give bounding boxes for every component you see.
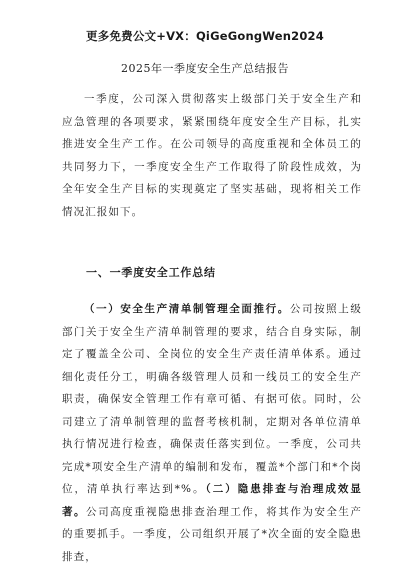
intro-paragraph: 一季度，公司深入贯彻落实上级部门关于安全生产和应急管理的各项要求，紧紧围绕年度安全生产目标，扎实推进安全生产工作。在公司领导的高度重视和全体员工的共同努力下，一季度安全生产工作取得了阶段性成效，为全年安全生产目标的实现奠定了坚实基础，现将相关工作情况汇报如下。 (62, 93, 362, 218)
document-title: 2025年一季度安全生产总结报告 (121, 62, 289, 75)
item1-lead: （一）安全生产清单制管理全面推行。 (84, 303, 290, 315)
item2-body: 公司高度重视隐患排查治理工作，将其作为安全生产的重要抓手。一季度，公司组织开展了*次全面的安全隐患排查， (62, 505, 362, 563)
item2-lead: （二）隐患排查与治理成效显著。 (62, 483, 362, 518)
body-paragraph (62, 298, 362, 568)
promo-banner: 更多免费公文+VX：QiGeGongWen2024 (86, 29, 324, 43)
section-heading: 一、一季度安全工作总结 (86, 266, 216, 279)
item1-body: 公司按照上级部门关于安全生产清单制管理的要求，结合自身实际，制定了覆盖全公司、全岗位的安全生产责任清单体系。通过细化责任分工，明确各级管理人员和一线员工的安全生产职责，确保安全管理工作有章可循、有据可依。同时，公司建立了清单制管理的监督考核机制，定期对各单位清单执行情况进行检查，确保责任落实到位。一季度，公司共完成*项安全生产清单的编制和发布，覆盖*个部门和*个岗位，清单执行率达到*%。 (62, 303, 363, 495)
